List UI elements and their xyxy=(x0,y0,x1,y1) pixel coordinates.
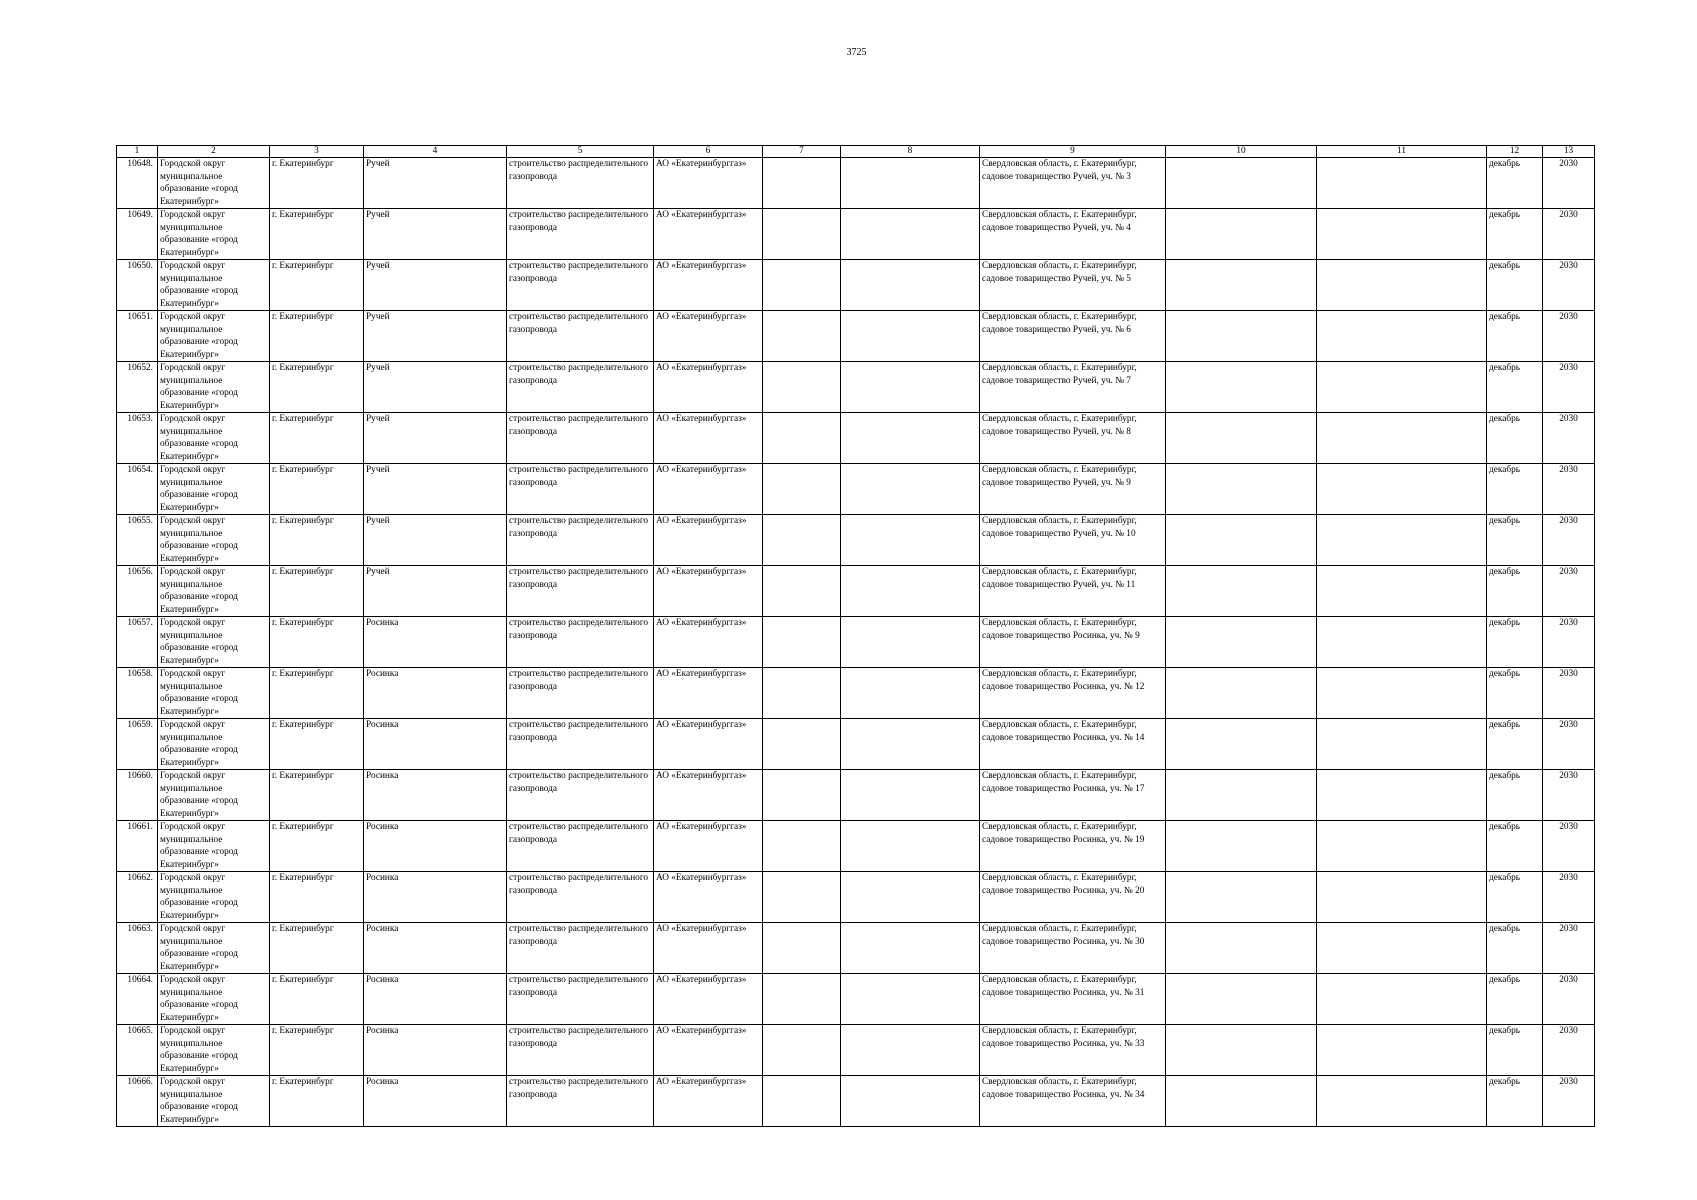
year-cell: 2030 xyxy=(1543,464,1595,515)
column-11-cell xyxy=(1317,974,1487,1025)
year-cell: 2030 xyxy=(1543,668,1595,719)
month-cell: декабрь xyxy=(1487,209,1543,260)
organization-cell: АО «Екатеринбурггаз» xyxy=(654,617,763,668)
address-cell: Свердловская область, г. Екатеринбург, садовое товарищество Росинка, уч. № 17 xyxy=(980,770,1166,821)
work-cell: строительство распределительного газопровода xyxy=(507,515,654,566)
settlement-cell: Росинка xyxy=(364,923,507,974)
table-row xyxy=(117,158,1595,209)
column-8-cell xyxy=(841,1025,980,1076)
column-header-10: 10 xyxy=(1166,146,1317,158)
year-cell: 2030 xyxy=(1543,770,1595,821)
work-cell: строительство распределительного газопровода xyxy=(507,668,654,719)
row-number: 10660. xyxy=(117,770,158,821)
year-cell: 2030 xyxy=(1543,515,1595,566)
address-cell: Свердловская область, г. Екатеринбург, садовое товарищество Росинка, уч. № 19 xyxy=(980,821,1166,872)
table-row xyxy=(117,974,1595,1025)
organization-cell: АО «Екатеринбурггаз» xyxy=(654,311,763,362)
column-8-cell xyxy=(841,974,980,1025)
work-cell: строительство распределительного газопровода xyxy=(507,464,654,515)
column-header-8: 8 xyxy=(841,146,980,158)
column-7-cell xyxy=(763,974,841,1025)
settlement-cell: Ручей xyxy=(364,158,507,209)
column-11-cell xyxy=(1317,1076,1487,1127)
page-number: 3725 xyxy=(846,47,867,58)
row-number: 10664. xyxy=(117,974,158,1025)
column-7-cell xyxy=(763,566,841,617)
work-cell: строительство распределительного газопровода xyxy=(507,413,654,464)
organization-cell: АО «Екатеринбурггаз» xyxy=(654,209,763,260)
column-8-cell xyxy=(841,209,980,260)
column-7-cell xyxy=(763,209,841,260)
column-7-cell xyxy=(763,1025,841,1076)
column-10-cell xyxy=(1166,515,1317,566)
address-cell: Свердловская область, г. Екатеринбург, садовое товарищество Ручей, уч. № 6 xyxy=(980,311,1166,362)
settlement-cell: Росинка xyxy=(364,770,507,821)
organization-cell: АО «Екатеринбурггаз» xyxy=(654,158,763,209)
settlement-cell: Ручей xyxy=(364,464,507,515)
column-8-cell xyxy=(841,821,980,872)
month-cell: декабрь xyxy=(1487,617,1543,668)
column-8-cell xyxy=(841,464,980,515)
address-cell: Свердловская область, г. Екатеринбург, садовое товарищество Ручей, уч. № 10 xyxy=(980,515,1166,566)
column-7-cell xyxy=(763,668,841,719)
column-7-cell xyxy=(763,413,841,464)
year-cell: 2030 xyxy=(1543,821,1595,872)
city-cell: г. Екатеринбург xyxy=(270,362,364,413)
city-cell: г. Екатеринбург xyxy=(270,923,364,974)
month-cell: декабрь xyxy=(1487,719,1543,770)
settlement-cell: Росинка xyxy=(364,719,507,770)
month-cell: декабрь xyxy=(1487,821,1543,872)
row-number: 10652. xyxy=(117,362,158,413)
column-7-cell xyxy=(763,821,841,872)
work-cell: строительство распределительного газопровода xyxy=(507,362,654,413)
work-cell: строительство распределительного газопровода xyxy=(507,770,654,821)
city-cell: г. Екатеринбург xyxy=(270,260,364,311)
settlement-cell: Росинка xyxy=(364,1025,507,1076)
column-8-cell xyxy=(841,260,980,311)
district-cell: Городской округ муниципальное образование «город Екатеринбург» xyxy=(158,617,270,668)
column-11-cell xyxy=(1317,464,1487,515)
column-11-cell xyxy=(1317,719,1487,770)
city-cell: г. Екатеринбург xyxy=(270,617,364,668)
year-cell: 2030 xyxy=(1543,1025,1595,1076)
organization-cell: АО «Екатеринбурггаз» xyxy=(654,1076,763,1127)
column-header-6: 6 xyxy=(654,146,763,158)
column-10-cell xyxy=(1166,158,1317,209)
table-row xyxy=(117,260,1595,311)
work-cell: строительство распределительного газопровода xyxy=(507,617,654,668)
address-cell: Свердловская область, г. Екатеринбург, садовое товарищество Росинка, уч. № 14 xyxy=(980,719,1166,770)
settlement-cell: Ручей xyxy=(364,413,507,464)
settlement-cell: Росинка xyxy=(364,617,507,668)
settlement-cell: Ручей xyxy=(364,362,507,413)
column-11-cell xyxy=(1317,566,1487,617)
column-11-cell xyxy=(1317,209,1487,260)
district-cell: Городской округ муниципальное образование «город Екатеринбург» xyxy=(158,158,270,209)
table-row xyxy=(117,821,1595,872)
address-cell: Свердловская область, г. Екатеринбург, садовое товарищество Ручей, уч. № 4 xyxy=(980,209,1166,260)
organization-cell: АО «Екатеринбурггаз» xyxy=(654,1025,763,1076)
city-cell: г. Екатеринбург xyxy=(270,974,364,1025)
column-10-cell xyxy=(1166,311,1317,362)
column-10-cell xyxy=(1166,464,1317,515)
settlement-cell: Ручей xyxy=(364,515,507,566)
column-10-cell xyxy=(1166,974,1317,1025)
column-10-cell xyxy=(1166,566,1317,617)
year-cell: 2030 xyxy=(1543,923,1595,974)
row-number: 10651. xyxy=(117,311,158,362)
table-body xyxy=(117,158,1595,1127)
table-row xyxy=(117,209,1595,260)
district-cell: Городской округ муниципальное образование «город Екатеринбург» xyxy=(158,821,270,872)
table-row xyxy=(117,923,1595,974)
column-8-cell xyxy=(841,566,980,617)
district-cell: Городской округ муниципальное образование «город Екатеринбург» xyxy=(158,566,270,617)
work-cell: строительство распределительного газопровода xyxy=(507,158,654,209)
row-number: 10654. xyxy=(117,464,158,515)
district-cell: Городской округ муниципальное образование «город Екатеринбург» xyxy=(158,1025,270,1076)
year-cell: 2030 xyxy=(1543,413,1595,464)
work-cell: строительство распределительного газопровода xyxy=(507,260,654,311)
table-row xyxy=(117,515,1595,566)
organization-cell: АО «Екатеринбурггаз» xyxy=(654,719,763,770)
column-8-cell xyxy=(841,413,980,464)
column-header-4: 4 xyxy=(364,146,507,158)
month-cell: декабрь xyxy=(1487,311,1543,362)
month-cell: декабрь xyxy=(1487,362,1543,413)
column-10-cell xyxy=(1166,872,1317,923)
organization-cell: АО «Екатеринбурггаз» xyxy=(654,566,763,617)
year-cell: 2030 xyxy=(1543,872,1595,923)
year-cell: 2030 xyxy=(1543,719,1595,770)
district-cell: Городской округ муниципальное образование «город Екатеринбург» xyxy=(158,719,270,770)
district-cell: Городской округ муниципальное образование «город Екатеринбург» xyxy=(158,974,270,1025)
column-11-cell xyxy=(1317,362,1487,413)
settlement-cell: Росинка xyxy=(364,872,507,923)
column-11-cell xyxy=(1317,158,1487,209)
row-number: 10655. xyxy=(117,515,158,566)
city-cell: г. Екатеринбург xyxy=(270,566,364,617)
year-cell: 2030 xyxy=(1543,158,1595,209)
column-8-cell xyxy=(841,719,980,770)
column-11-cell xyxy=(1317,413,1487,464)
column-7-cell xyxy=(763,872,841,923)
organization-cell: АО «Екатеринбурггаз» xyxy=(654,770,763,821)
column-10-cell xyxy=(1166,1025,1317,1076)
column-7-cell xyxy=(763,158,841,209)
column-header-12: 12 xyxy=(1487,146,1543,158)
registry-table xyxy=(116,145,1595,1127)
city-cell: г. Екатеринбург xyxy=(270,413,364,464)
column-11-cell xyxy=(1317,1025,1487,1076)
column-8-cell xyxy=(841,617,980,668)
work-cell: строительство распределительного газопровода xyxy=(507,1025,654,1076)
work-cell: строительство распределительного газопровода xyxy=(507,311,654,362)
column-11-cell xyxy=(1317,617,1487,668)
row-number: 10666. xyxy=(117,1076,158,1127)
column-8-cell xyxy=(841,311,980,362)
year-cell: 2030 xyxy=(1543,566,1595,617)
column-10-cell xyxy=(1166,770,1317,821)
column-7-cell xyxy=(763,362,841,413)
district-cell: Городской округ муниципальное образование «город Екатеринбург» xyxy=(158,923,270,974)
address-cell: Свердловская область, г. Екатеринбург, садовое товарищество Ручей, уч. № 5 xyxy=(980,260,1166,311)
address-cell: Свердловская область, г. Екатеринбург, садовое товарищество Ручей, уч. № 7 xyxy=(980,362,1166,413)
city-cell: г. Екатеринбург xyxy=(270,1076,364,1127)
month-cell: декабрь xyxy=(1487,566,1543,617)
row-number: 10650. xyxy=(117,260,158,311)
row-number: 10659. xyxy=(117,719,158,770)
row-number: 10661. xyxy=(117,821,158,872)
district-cell: Городской округ муниципальное образование «город Екатеринбург» xyxy=(158,413,270,464)
year-cell: 2030 xyxy=(1543,209,1595,260)
address-cell: Свердловская область, г. Екатеринбург, садовое товарищество Росинка, уч. № 33 xyxy=(980,1025,1166,1076)
work-cell: строительство распределительного газопровода xyxy=(507,719,654,770)
column-11-cell xyxy=(1317,515,1487,566)
column-header-13: 13 xyxy=(1543,146,1595,158)
address-cell: Свердловская область, г. Екатеринбург, садовое товарищество Росинка, уч. № 34 xyxy=(980,1076,1166,1127)
city-cell: г. Екатеринбург xyxy=(270,1025,364,1076)
month-cell: декабрь xyxy=(1487,158,1543,209)
district-cell: Городской округ муниципальное образование «город Екатеринбург» xyxy=(158,668,270,719)
work-cell: строительство распределительного газопровода xyxy=(507,974,654,1025)
column-7-cell xyxy=(763,770,841,821)
column-10-cell xyxy=(1166,413,1317,464)
table-header-row xyxy=(117,146,1595,158)
year-cell: 2030 xyxy=(1543,974,1595,1025)
column-8-cell xyxy=(841,872,980,923)
column-10-cell xyxy=(1166,260,1317,311)
address-cell: Свердловская область, г. Екатеринбург, садовое товарищество Ручей, уч. № 11 xyxy=(980,566,1166,617)
column-11-cell xyxy=(1317,770,1487,821)
city-cell: г. Екатеринбург xyxy=(270,668,364,719)
district-cell: Городской округ муниципальное образование «город Екатеринбург» xyxy=(158,209,270,260)
settlement-cell: Ручей xyxy=(364,311,507,362)
column-11-cell xyxy=(1317,821,1487,872)
address-cell: Свердловская область, г. Екатеринбург, садовое товарищество Росинка, уч. № 30 xyxy=(980,923,1166,974)
column-11-cell xyxy=(1317,260,1487,311)
settlement-cell: Ручей xyxy=(364,260,507,311)
row-number: 10649. xyxy=(117,209,158,260)
month-cell: декабрь xyxy=(1487,974,1543,1025)
column-header-3: 3 xyxy=(270,146,364,158)
column-10-cell xyxy=(1166,617,1317,668)
column-11-cell xyxy=(1317,311,1487,362)
table-row xyxy=(117,617,1595,668)
year-cell: 2030 xyxy=(1543,311,1595,362)
work-cell: строительство распределительного газопровода xyxy=(507,209,654,260)
city-cell: г. Екатеринбург xyxy=(270,770,364,821)
address-cell: Свердловская область, г. Екатеринбург, садовое товарищество Росинка, уч. № 12 xyxy=(980,668,1166,719)
address-cell: Свердловская область, г. Екатеринбург, садовое товарищество Росинка, уч. № 20 xyxy=(980,872,1166,923)
district-cell: Городской округ муниципальное образование «город Екатеринбург» xyxy=(158,260,270,311)
table-row xyxy=(117,566,1595,617)
city-cell: г. Екатеринбург xyxy=(270,515,364,566)
column-7-cell xyxy=(763,617,841,668)
address-cell: Свердловская область, г. Екатеринбург, садовое товарищество Ручей, уч. № 3 xyxy=(980,158,1166,209)
row-number: 10656. xyxy=(117,566,158,617)
settlement-cell: Росинка xyxy=(364,1076,507,1127)
column-8-cell xyxy=(841,668,980,719)
settlement-cell: Ручей xyxy=(364,209,507,260)
column-header-2: 2 xyxy=(158,146,270,158)
table-row xyxy=(117,1025,1595,1076)
district-cell: Городской округ муниципальное образование «город Екатеринбург» xyxy=(158,515,270,566)
city-cell: г. Екатеринбург xyxy=(270,311,364,362)
city-cell: г. Екатеринбург xyxy=(270,821,364,872)
city-cell: г. Екатеринбург xyxy=(270,464,364,515)
organization-cell: АО «Екатеринбурггаз» xyxy=(654,362,763,413)
settlement-cell: Росинка xyxy=(364,668,507,719)
column-header-1: 1 xyxy=(117,146,158,158)
column-7-cell xyxy=(763,260,841,311)
organization-cell: АО «Екатеринбурггаз» xyxy=(654,464,763,515)
column-7-cell xyxy=(763,464,841,515)
city-cell: г. Екатеринбург xyxy=(270,209,364,260)
address-cell: Свердловская область, г. Екатеринбург, садовое товарищество Росинка, уч. № 9 xyxy=(980,617,1166,668)
row-number: 10662. xyxy=(117,872,158,923)
column-8-cell xyxy=(841,362,980,413)
column-10-cell xyxy=(1166,821,1317,872)
column-header-9: 9 xyxy=(980,146,1166,158)
organization-cell: АО «Екатеринбурггаз» xyxy=(654,923,763,974)
district-cell: Городской округ муниципальное образование «город Екатеринбург» xyxy=(158,464,270,515)
table-row xyxy=(117,1076,1595,1127)
month-cell: декабрь xyxy=(1487,515,1543,566)
column-10-cell xyxy=(1166,719,1317,770)
city-cell: г. Екатеринбург xyxy=(270,872,364,923)
district-cell: Городской округ муниципальное образование «город Екатеринбург» xyxy=(158,362,270,413)
column-7-cell xyxy=(763,311,841,362)
column-8-cell xyxy=(841,923,980,974)
month-cell: декабрь xyxy=(1487,923,1543,974)
address-cell: Свердловская область, г. Екатеринбург, садовое товарищество Росинка, уч. № 31 xyxy=(980,974,1166,1025)
organization-cell: АО «Екатеринбурггаз» xyxy=(654,668,763,719)
table-row xyxy=(117,719,1595,770)
column-8-cell xyxy=(841,515,980,566)
column-8-cell xyxy=(841,770,980,821)
address-cell: Свердловская область, г. Екатеринбург, садовое товарищество Ручей, уч. № 9 xyxy=(980,464,1166,515)
month-cell: декабрь xyxy=(1487,668,1543,719)
row-number: 10663. xyxy=(117,923,158,974)
work-cell: строительство распределительного газопровода xyxy=(507,821,654,872)
year-cell: 2030 xyxy=(1543,362,1595,413)
row-number: 10665. xyxy=(117,1025,158,1076)
row-number: 10658. xyxy=(117,668,158,719)
column-10-cell xyxy=(1166,668,1317,719)
work-cell: строительство распределительного газопровода xyxy=(507,923,654,974)
work-cell: строительство распределительного газопровода xyxy=(507,872,654,923)
address-cell: Свердловская область, г. Екатеринбург, садовое товарищество Ручей, уч. № 8 xyxy=(980,413,1166,464)
table-row xyxy=(117,311,1595,362)
column-11-cell xyxy=(1317,668,1487,719)
month-cell: декабрь xyxy=(1487,260,1543,311)
organization-cell: АО «Екатеринбурггаз» xyxy=(654,821,763,872)
table-row xyxy=(117,668,1595,719)
district-cell: Городской округ муниципальное образование «город Екатеринбург» xyxy=(158,1076,270,1127)
month-cell: декабрь xyxy=(1487,464,1543,515)
work-cell: строительство распределительного газопровода xyxy=(507,1076,654,1127)
table-row xyxy=(117,770,1595,821)
district-cell: Городской округ муниципальное образование «город Екатеринбург» xyxy=(158,770,270,821)
column-7-cell xyxy=(763,515,841,566)
year-cell: 2030 xyxy=(1543,1076,1595,1127)
column-10-cell xyxy=(1166,923,1317,974)
district-cell: Городской округ муниципальное образование «город Екатеринбург» xyxy=(158,311,270,362)
table-row xyxy=(117,464,1595,515)
column-7-cell xyxy=(763,923,841,974)
city-cell: г. Екатеринбург xyxy=(270,719,364,770)
settlement-cell: Ручей xyxy=(364,566,507,617)
organization-cell: АО «Екатеринбурггаз» xyxy=(654,413,763,464)
column-8-cell xyxy=(841,1076,980,1127)
row-number: 10657. xyxy=(117,617,158,668)
city-cell: г. Екатеринбург xyxy=(270,158,364,209)
settlement-cell: Росинка xyxy=(364,821,507,872)
month-cell: декабрь xyxy=(1487,1076,1543,1127)
month-cell: декабрь xyxy=(1487,872,1543,923)
column-header-11: 11 xyxy=(1317,146,1487,158)
column-10-cell xyxy=(1166,209,1317,260)
month-cell: декабрь xyxy=(1487,770,1543,821)
organization-cell: АО «Екатеринбурггаз» xyxy=(654,260,763,311)
table-row xyxy=(117,362,1595,413)
column-11-cell xyxy=(1317,872,1487,923)
column-7-cell xyxy=(763,719,841,770)
column-header-7: 7 xyxy=(763,146,841,158)
month-cell: декабрь xyxy=(1487,1025,1543,1076)
column-11-cell xyxy=(1317,923,1487,974)
table-row xyxy=(117,872,1595,923)
column-8-cell xyxy=(841,158,980,209)
district-cell: Городской округ муниципальное образование «город Екатеринбург» xyxy=(158,872,270,923)
column-10-cell xyxy=(1166,1076,1317,1127)
organization-cell: АО «Екатеринбурггаз» xyxy=(654,974,763,1025)
work-cell: строительство распределительного газопровода xyxy=(507,566,654,617)
column-header-5: 5 xyxy=(507,146,654,158)
settlement-cell: Росинка xyxy=(364,974,507,1025)
month-cell: декабрь xyxy=(1487,413,1543,464)
year-cell: 2030 xyxy=(1543,617,1595,668)
column-7-cell xyxy=(763,1076,841,1127)
row-number: 10653. xyxy=(117,413,158,464)
row-number: 10648. xyxy=(117,158,158,209)
organization-cell: АО «Екатеринбурггаз» xyxy=(654,515,763,566)
column-10-cell xyxy=(1166,362,1317,413)
organization-cell: АО «Екатеринбурггаз» xyxy=(654,872,763,923)
year-cell: 2030 xyxy=(1543,260,1595,311)
table-row xyxy=(117,413,1595,464)
